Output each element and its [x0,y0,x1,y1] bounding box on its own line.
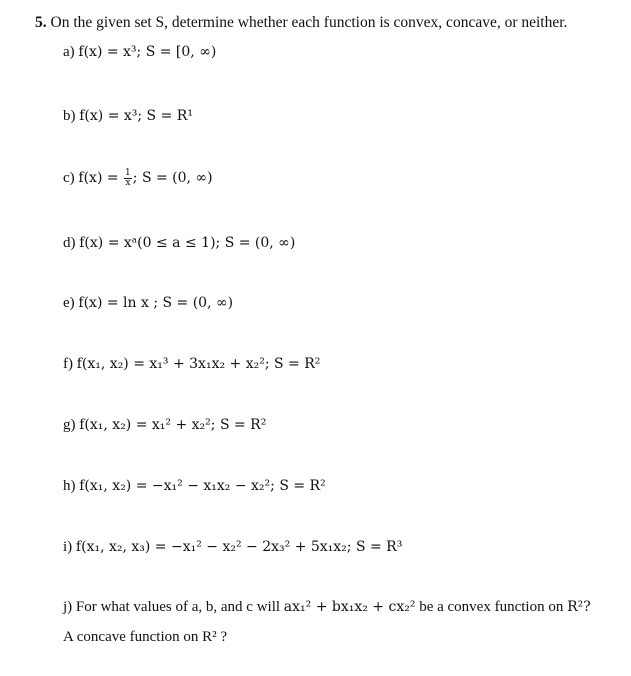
fraction-denominator: x [125,177,131,188]
item-letter: e) [63,295,75,311]
item-expression: f(x) = x³; S = R¹ [79,108,193,124]
expression-tail: ; S = (0, ∞) [132,170,213,186]
item-a [63,42,216,62]
item-g [63,415,266,435]
problem-prompt: On the given set S, determine whether each function is convex, concave, or neither. [50,14,568,31]
item-letter: h) [63,478,76,494]
item-h [63,476,326,496]
fraction-numerator: 1 [125,167,131,178]
item-f [63,354,320,374]
question-lead: j) For what values of a, b, and c will [63,599,284,615]
item-letter: f) [63,356,73,372]
item-i [63,537,402,557]
question-followup: A concave function on R² ? [63,629,228,645]
item-letter: a) [63,44,75,60]
question-expression: ax₁² + bx₁x₂ + cx₂² [283,599,416,615]
item-b [63,106,193,126]
item-e [63,293,233,313]
item-expression: f(x) = xᵃ(0 ≤ a ≤ 1); S = (0, ∞) [79,235,296,251]
item-expression: f(x) = x³; S = [0, ∞) [78,44,217,60]
item-expression [78,167,213,188]
problem-number: 5. [35,14,47,31]
question-tail: be a convex function on [415,599,568,615]
question-space: R²? [567,599,591,615]
item-letter: c) [63,170,75,186]
item-expression: f(x₁, x₂) = −x₁² − x₁x₂ − x₂²; S = R² [79,478,326,494]
question-j-line1 [63,597,591,617]
expression-lead: f(x) = [78,170,124,186]
problem-statement [35,13,567,33]
item-letter: d) [63,235,76,251]
item-letter: b) [63,108,76,124]
fraction [124,169,132,188]
item-expression: f(x₁, x₂, x₃) = −x₁² − x₂² − 2x₃² + 5x₁x₂; S = R³ [75,539,403,555]
item-letter: i) [63,539,73,555]
item-c [63,168,213,188]
item-d [63,233,295,253]
question-j-line2 [63,627,227,647]
item-letter: g) [63,417,76,433]
item-expression: f(x₁, x₂) = x₁³ + 3x₁x₂ + x₂²; S = R² [76,356,321,372]
item-expression: f(x₁, x₂) = x₁² + x₂²; S = R² [79,417,267,433]
item-expression: f(x) = ln x ; S = (0, ∞) [78,295,234,311]
